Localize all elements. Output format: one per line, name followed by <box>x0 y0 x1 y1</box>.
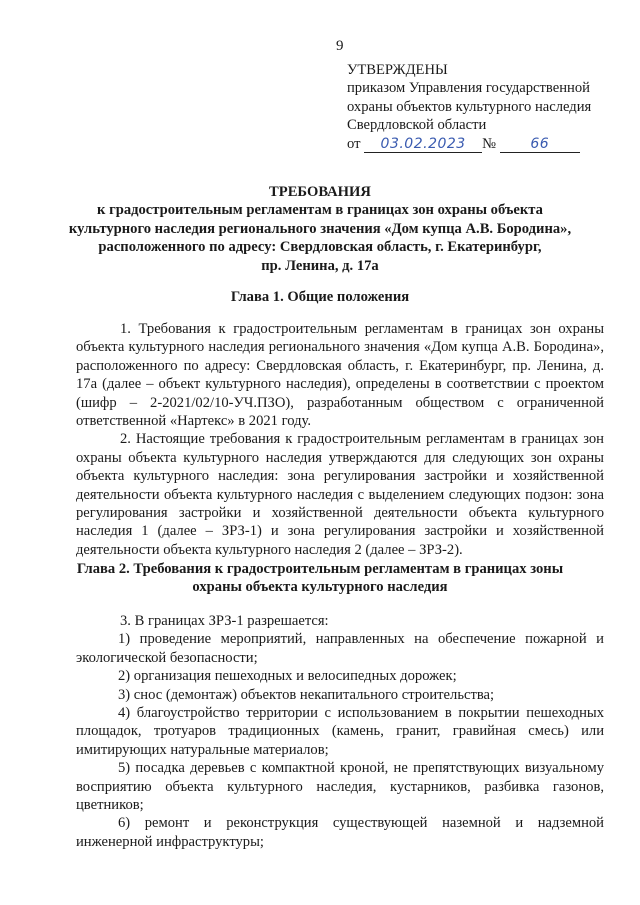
chapter-1-body <box>76 320 604 559</box>
title-line: пр. Ленина, д. 17а <box>261 257 379 274</box>
list-item: 5) посадка деревьев с компактной кроной, не препятствующих визуальному восприятию объекта культурного наследия, кустарников, разбивка газонов, цветников; <box>76 760 604 814</box>
approval-line: приказом Управления государственной <box>347 80 590 97</box>
number-sign: № <box>482 135 497 152</box>
approval-date-field <box>364 137 482 153</box>
title-line: к градостроительным регламентам в границах зон охраны объекта <box>97 202 543 219</box>
approval-line: Свердловской области <box>347 117 487 134</box>
list-item: 6) ремонт и реконструкция существующей наземной и надземной инженерной инфраструктуры; <box>76 815 604 850</box>
approval-heading: УТВЕРЖДЕНЫ <box>347 62 448 78</box>
handwritten-date: 03.02.2023 <box>380 135 466 152</box>
list-item: 1) проведение мероприятий, направленных на обеспечение пожарной и экологической безопасности; <box>76 631 604 666</box>
list-item: 3) снос (демонтаж) объектов некапитального строительства; <box>118 686 495 703</box>
chapter-2-title-line: охраны объекта культурного наследия <box>192 579 448 596</box>
approval-date-line <box>347 135 617 153</box>
list-item: 4) благоустройство территории с использованием в покрытии пешеходных площадок, тротуаров традиционных (камень, гранит, гравийная смесь) или имитирующих натуральные материалов; <box>76 705 604 758</box>
title-line: культурного наследия регионального значения «Дом купца А.В. Бородина», <box>68 220 572 237</box>
chapter-2-title <box>60 560 580 597</box>
chapter-1-title: Глава 1. Общие положения <box>230 289 410 305</box>
list-item: 2) организация пешеходных и велосипедных дорожек; <box>118 668 457 685</box>
approval-number-field <box>500 137 580 153</box>
title-main: ТРЕБОВАНИЯ <box>269 184 371 200</box>
chapter-2-body <box>76 612 604 851</box>
approval-line: охраны объектов культурного наследия <box>347 98 592 115</box>
page-number: 9 <box>336 38 344 54</box>
chapter-2-title-line: Глава 2. Требования к градостроительным регламентам в границах зоны <box>76 561 564 577</box>
handwritten-number: 66 <box>530 135 550 152</box>
paragraph: 2. Настоящие требования к градостроительным регламентам в границах зон охраны объекта культурного наследия утверждаются для следующих зон охраны объекта культурного наследия: зона регулирования застройки и хозяйственной деятельности объекта культурного наследия с выделением следующих подзон: зона регулирования застройки и хозяйственной деятельности объекта культурного наследия 1 (далее – ЗРЗ-1) и зона регулирования застройки и хозяйственной деятельности объекта культурного наследия 2 (далее – ЗРЗ-2). <box>76 431 604 558</box>
paragraph: 1. Требования к градостроительным регламентам в границах зон охраны объекта культурного наследия регионального значения «Дом купца А.В. Бородина», расположенного по адресу: Свердловская область, г. Екатеринбург, пр. Ленина, д. 17а (далее – объект культурного наследия), определены в соответствии с проектом (шифр – 2-2021/02/10-УЧ.ПЗО), разработанным обществом с ограниченной ответственной «Нартекс» в 2021 году. <box>76 321 604 430</box>
title-line: расположенного по адресу: Свердловская область, г. Екатеринбург, <box>98 239 542 256</box>
document-title <box>60 183 580 275</box>
paragraph: 3. В границах ЗРЗ-1 разрешается: <box>120 613 329 629</box>
date-prefix: от <box>347 135 361 152</box>
approval-block <box>347 61 617 153</box>
